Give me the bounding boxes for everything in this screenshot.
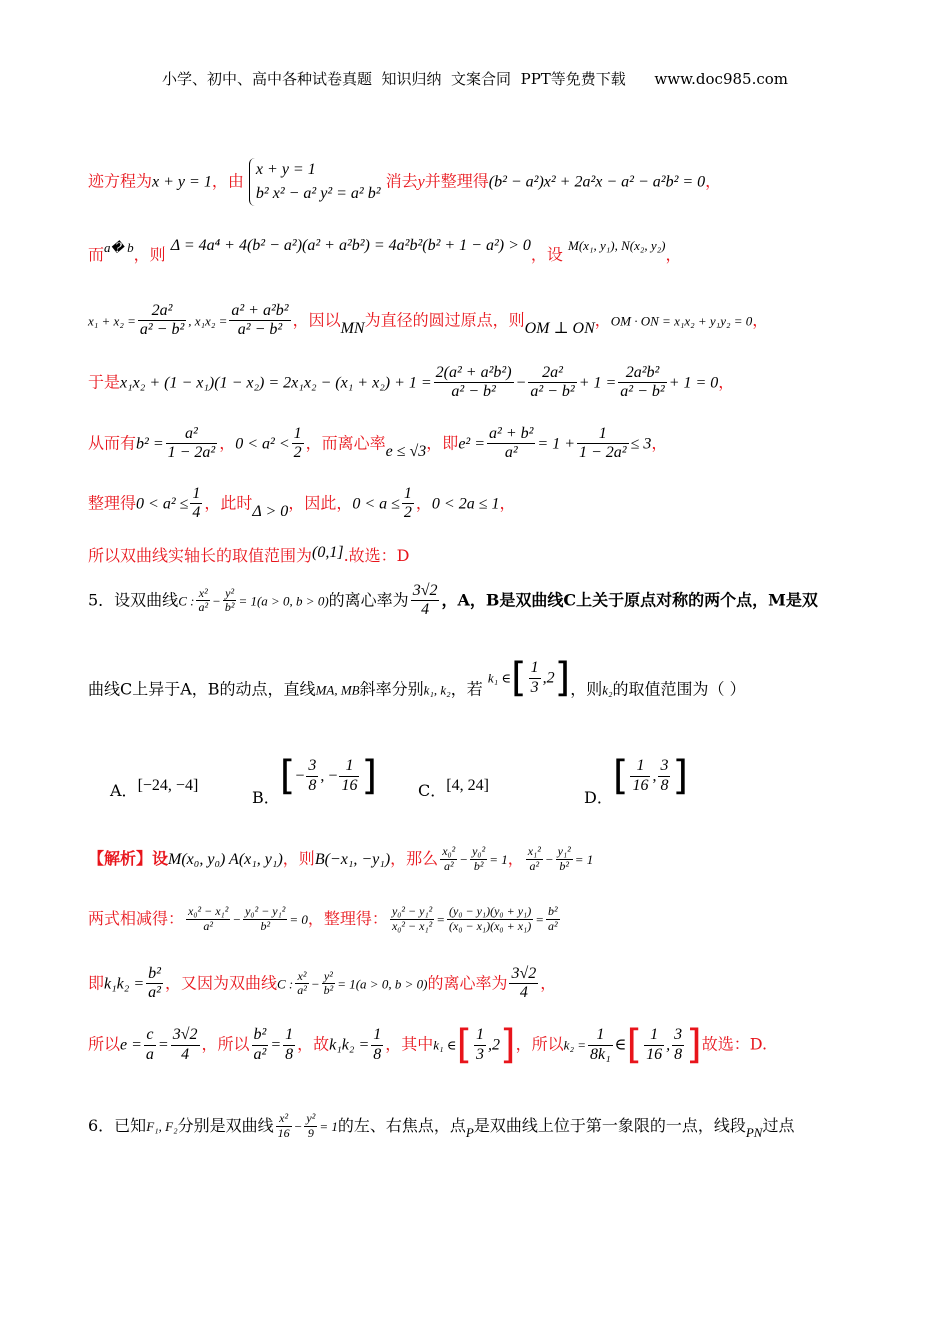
math: = bbox=[270, 1036, 282, 1054]
text: ， bbox=[499, 493, 516, 513]
option-label: B． bbox=[252, 787, 280, 807]
fraction: $\frac{\text{y₀² − y₁²}}{\text{x₀² − x₁²}}$ bbox=[391, 904, 433, 933]
fraction: $\frac{\text{x₁²}}{\text{a²}}$ bbox=[527, 844, 541, 873]
solution-5-line-1 bbox=[88, 845, 868, 874]
fraction: $\frac{\text{2a²}}{\text{a² − b²}}$ bbox=[530, 364, 575, 401]
text: ， bbox=[415, 493, 432, 513]
math: P bbox=[465, 1124, 474, 1140]
text: 是双曲线上位于第一象限的一点，线段 bbox=[473, 1115, 746, 1135]
fraction: $\frac{3}{8}$ bbox=[660, 757, 669, 794]
fraction: $\frac{\text{x₀²}}{\text{a²}}$ bbox=[442, 844, 456, 873]
fraction: $\frac{\text{a²}}{\text{1 − 2a²}}$ bbox=[167, 425, 216, 462]
text: ，因以 bbox=[292, 310, 341, 330]
text: 消去 bbox=[385, 171, 418, 191]
text: ，因此， bbox=[288, 493, 353, 513]
fraction: $\frac{\text{y₀² − y₁²}}{\text{b²}}$ bbox=[245, 904, 286, 933]
option-label: C． bbox=[418, 781, 447, 800]
question-number: 6．已知 bbox=[88, 1115, 147, 1135]
equation-system bbox=[249, 158, 381, 206]
text: 于是 bbox=[88, 372, 121, 392]
math: ,2 bbox=[488, 1036, 501, 1054]
text: ，则 bbox=[133, 245, 166, 264]
fraction: $\frac{1}{16}$ bbox=[646, 1026, 663, 1063]
solution-line-4 bbox=[88, 364, 868, 402]
fraction: $\frac{\text{x₀² − x₁²}}{\text{a²}}$ bbox=[188, 904, 229, 933]
math: e = bbox=[120, 1036, 142, 1054]
question-5-line-1 bbox=[88, 582, 868, 620]
text: ，其中 bbox=[385, 1034, 434, 1054]
math: b² = bbox=[136, 435, 164, 453]
text: ，A，B是双曲线C上关于原点对称的两个点，M是双 bbox=[441, 590, 818, 610]
text: ，此时 bbox=[204, 493, 253, 513]
math: k₂ bbox=[602, 682, 613, 698]
fraction: $\frac{\text{2a²}}{\text{a² − b²}}$ bbox=[139, 302, 185, 339]
text: 并整理得 bbox=[424, 171, 489, 191]
text: ， bbox=[752, 310, 769, 330]
solution-line-2 bbox=[88, 237, 868, 265]
solution-line-6 bbox=[88, 485, 868, 523]
math: k₁k₂ = bbox=[104, 975, 145, 993]
math: k₁ ∈ bbox=[487, 670, 511, 686]
text: 而 bbox=[88, 245, 105, 264]
math: C : bbox=[178, 593, 195, 609]
option-value: [−24, −4] bbox=[137, 777, 199, 794]
fraction: $\frac{\text{b²}}{\text{a²}}$ bbox=[253, 1026, 267, 1063]
fraction: $\frac{\text{x²}}{16}$ bbox=[277, 1111, 290, 1140]
fraction: $\frac{\text{a² + b²}}{\text{a²}}$ bbox=[489, 425, 534, 462]
math: ∈ bbox=[614, 1036, 627, 1054]
fraction: $\frac{1}{2}$ bbox=[293, 425, 302, 462]
fraction: $\frac{1}{16}$ bbox=[632, 757, 649, 794]
math: PN bbox=[745, 1124, 763, 1140]
text: ， bbox=[594, 310, 611, 330]
text: 的离心率为 bbox=[427, 973, 508, 993]
option-label: D． bbox=[584, 787, 613, 807]
option-label: A． bbox=[110, 781, 138, 800]
text: ，则 bbox=[570, 679, 603, 699]
system-eq-1: x + y = 1 bbox=[255, 161, 316, 178]
solution-line-7 bbox=[88, 546, 868, 566]
text: 斜率分别 bbox=[359, 679, 424, 699]
text: ， bbox=[705, 171, 722, 191]
text: ，所以 bbox=[515, 1034, 564, 1054]
text: ， bbox=[718, 372, 735, 392]
math: − bbox=[310, 976, 320, 992]
solution-5-line-3 bbox=[88, 965, 868, 1003]
text: 分别是双曲线 bbox=[177, 1115, 274, 1135]
text: ，即 bbox=[426, 433, 459, 453]
fraction: $\frac{\text{(y₀ − y₁)(y₀ + y₁)}}{\text{(x₀ − x₁)(x₀ + x₁)}}$ bbox=[449, 904, 532, 933]
fraction: $\frac{\text{x²}}{\text{a²}}$ bbox=[297, 968, 307, 998]
option-d[interactable]: D．[ $\frac{1}{16}$ , $\frac{3}{8}$ ] bbox=[584, 753, 689, 807]
math: + 1 = 0 bbox=[668, 374, 719, 392]
math: 0 < a² ≤ bbox=[136, 495, 189, 513]
math: − bbox=[544, 851, 554, 867]
fraction: $\frac{3√2}{4}$ bbox=[412, 582, 438, 619]
text: ，又因为双曲线 bbox=[164, 973, 277, 993]
math: k₁, k₂ bbox=[423, 682, 451, 698]
fraction: $\frac{3√2}{4}$ bbox=[511, 965, 537, 1002]
header-text: 小学、初中、高中各种试卷真题 知识归纳 文案合同 PPT等免费下载 bbox=[161, 70, 626, 88]
header-url: www.doc985.com bbox=[654, 70, 788, 88]
fraction: $\frac{1}{\text{1 − 2a²}}$ bbox=[579, 425, 627, 462]
text: 即 bbox=[88, 973, 105, 993]
question-5-line-2 bbox=[88, 655, 868, 710]
math: x + y = 1 bbox=[152, 173, 212, 191]
text: 所以 bbox=[88, 1034, 121, 1054]
math: 0 < a² < bbox=[235, 435, 290, 453]
fraction: $\frac{\text{a² + a²b²}}{\text{a² − b²}}$ bbox=[231, 302, 289, 339]
text: 的取值范围为（ ） bbox=[612, 679, 746, 699]
math: k₁k₂ = bbox=[329, 1036, 370, 1054]
page-header bbox=[0, 68, 950, 89]
math: ,2 bbox=[542, 669, 555, 687]
math: a� b bbox=[104, 240, 134, 255]
text: 从而有 bbox=[88, 433, 137, 453]
text: 所以双曲线实轴长的取值范围为 bbox=[88, 546, 313, 565]
math: (0,1] bbox=[312, 544, 344, 561]
math: C : bbox=[276, 976, 294, 992]
math: k₁ ∈ bbox=[433, 1037, 457, 1053]
fraction: $\frac{c}{a}$ bbox=[145, 1026, 154, 1063]
math: M(x₀, y₀) A(x₁, y₁) bbox=[168, 850, 283, 868]
fraction: $\frac{\text{b²}}{\text{a²}}$ bbox=[547, 904, 558, 933]
fraction: $\frac{1}{8}$ bbox=[373, 1026, 382, 1063]
math: = 1(a > 0, b > 0) bbox=[337, 976, 428, 992]
math: F₁, F₂ bbox=[146, 1118, 178, 1134]
fraction: $\frac{1}{16}$ bbox=[341, 757, 358, 794]
math: − bbox=[212, 593, 221, 609]
text: ， bbox=[540, 973, 557, 993]
text: ， bbox=[665, 245, 682, 264]
math: − bbox=[459, 851, 469, 867]
option-b[interactable]: B．[− $\frac{3}{8}$ , − $\frac{1}{16}$ ] bbox=[252, 753, 378, 807]
option-value: [4, 24] bbox=[446, 777, 489, 794]
fraction: $\frac{1}{8}$ bbox=[285, 1026, 294, 1063]
option-c[interactable] bbox=[418, 778, 489, 801]
fraction: $\frac{\text{y²}}{\text{b²}}$ bbox=[323, 968, 334, 998]
fraction: $\frac{1}{3}$ bbox=[530, 659, 539, 696]
text: 故选：D. bbox=[701, 1034, 768, 1054]
option-a[interactable] bbox=[110, 778, 198, 801]
fraction: $\frac{3}{8}$ bbox=[674, 1026, 683, 1063]
text: 的离心率为 bbox=[328, 590, 409, 610]
fraction: $\frac{\text{b²}}{\text{a²}}$ bbox=[148, 965, 161, 1002]
math: 0 < 2a ≤ 1 bbox=[431, 495, 500, 513]
text: ，由 bbox=[211, 171, 244, 191]
solution-5-line-4: 所以e = $\frac{c}{a}$ = $\frac{3√2}{4}$ ，所以 $\frac{\text{b²}}{\text{a²}}$ = $\frac{1}{8}$ ，故k₁k₂ = $\frac{1}{8}$ ，其中k₁ ∈[ $\frac{1}{3}$ ,2]，所以k₂ = $\frac{1}{\text{8k₁}}$ ∈[ $\frac{1}{16}$ , $\frac{3}{8}$ ]故选：D. bbox=[88, 1022, 768, 1068]
math: (b² − a²)x² + 2a²x − a² − a²b² = 0 bbox=[488, 173, 706, 191]
fraction: $\frac{\text{y²}}{\text{b²}}$ bbox=[224, 585, 235, 615]
math: y bbox=[417, 173, 425, 191]
math: e ≤ √3 bbox=[385, 443, 427, 461]
system-eq-2: b² x² − a² y² = a² b² bbox=[255, 185, 381, 202]
math: = 1 + bbox=[537, 435, 575, 453]
math: OM ⊥ ON bbox=[524, 320, 595, 338]
math: = 1 bbox=[574, 851, 594, 867]
math: k₂ = bbox=[563, 1037, 586, 1053]
fraction: $\frac{3}{8}$ bbox=[308, 757, 317, 794]
text: ，那么 bbox=[390, 848, 439, 868]
math: Δ > 0 bbox=[252, 503, 289, 521]
solution-line-1 bbox=[88, 158, 868, 206]
math: = bbox=[436, 911, 446, 927]
text: ， bbox=[651, 433, 668, 453]
k1-range: k₁ ∈[ $\frac{1}{3}$ ,2] bbox=[487, 655, 571, 701]
math: − bbox=[515, 374, 527, 392]
text: 为直径的圆过原点，则 bbox=[364, 310, 525, 330]
math: B(−x₁, −y₁) bbox=[314, 850, 391, 868]
solution-line-5 bbox=[88, 425, 868, 463]
solution-5-line-2 bbox=[88, 905, 868, 934]
text: ，若 bbox=[450, 679, 483, 699]
text: ，则 bbox=[282, 848, 315, 868]
fraction: $\frac{3√2}{4}$ bbox=[172, 1026, 198, 1063]
fraction: $\frac{1}{4}$ bbox=[192, 485, 201, 522]
text: 曲线C上异于A，B的动点，直线 bbox=[88, 679, 316, 699]
math: MN bbox=[340, 320, 365, 338]
fraction: $\frac{1}{3}$ bbox=[476, 1026, 485, 1063]
math: M(x₁, y₁), N(x₂, y₂) bbox=[568, 238, 666, 253]
fraction: $\frac{\text{y²}}{9}$ bbox=[306, 1111, 316, 1140]
fraction: $\frac{\text{y₁²}}{\text{b²}}$ bbox=[557, 844, 571, 873]
fraction: $\frac{1}{2}$ bbox=[403, 485, 412, 522]
fraction: $\frac{\text{y₀²}}{\text{b²}}$ bbox=[472, 844, 486, 873]
math: OM · ON = x₁x₂ + y₁y₂ = 0 bbox=[610, 313, 753, 329]
text: 整理得 bbox=[88, 493, 137, 513]
math: MA, MB bbox=[315, 682, 360, 698]
question-6-line-1 bbox=[88, 1112, 868, 1141]
math: = 1 bbox=[489, 851, 508, 867]
math: = 0 bbox=[289, 911, 308, 927]
text: ，所以 bbox=[201, 1034, 250, 1054]
text: ，而离心率 bbox=[305, 433, 386, 453]
math: = bbox=[157, 1036, 169, 1054]
text: ，故 bbox=[297, 1034, 330, 1054]
math: = 1(a > 0, b > 0) bbox=[238, 593, 329, 609]
fraction: $\frac{\text{x²}}{\text{a²}}$ bbox=[198, 585, 209, 615]
text: 两式相减得： bbox=[88, 908, 185, 928]
text: ， bbox=[219, 433, 236, 453]
math: 0 < a ≤ bbox=[352, 495, 400, 513]
question-number: 5．设双曲线 bbox=[88, 590, 179, 610]
math: = bbox=[535, 911, 544, 927]
math: , x₁x₂ = bbox=[188, 313, 228, 329]
text: .故选：D bbox=[343, 546, 410, 565]
text: ，整理得： bbox=[307, 908, 388, 928]
math: e² = bbox=[458, 435, 486, 453]
math: ≤ 3 bbox=[630, 435, 652, 453]
math: − bbox=[293, 1118, 303, 1134]
math: − bbox=[232, 911, 242, 927]
math: = 1 bbox=[319, 1118, 338, 1134]
solution-line-3 bbox=[88, 302, 868, 340]
text: 过点 bbox=[762, 1115, 795, 1135]
math: x₁ + x₂ = bbox=[88, 313, 136, 329]
fraction: $\frac{1}{\text{8k₁}}$ bbox=[589, 1026, 611, 1063]
math: Δ = 4a⁴ + 4(b² − a²)(a² + a²b²) = 4a²b²(b² + 1 − a²) > 0 bbox=[170, 237, 531, 254]
fraction: $\frac{\text{2(a² + a²b²)}}{\text{a² − b²}}$ bbox=[435, 364, 512, 401]
text: 迹方程为 bbox=[88, 171, 153, 191]
text: ，设 bbox=[530, 245, 563, 264]
math: + 1 = bbox=[578, 374, 617, 392]
fraction: $\frac{\text{2a²b²}}{\text{a² − b²}}$ bbox=[620, 364, 665, 401]
text: 的左、右焦点，点 bbox=[337, 1115, 466, 1135]
text: 【解析】设 bbox=[88, 848, 169, 868]
math: x₁x₂ + (1 − x₁)(1 − x₂) = 2x₁x₂ − (x₁ + x₂) + 1 = bbox=[120, 374, 432, 392]
text: ， bbox=[507, 848, 524, 868]
